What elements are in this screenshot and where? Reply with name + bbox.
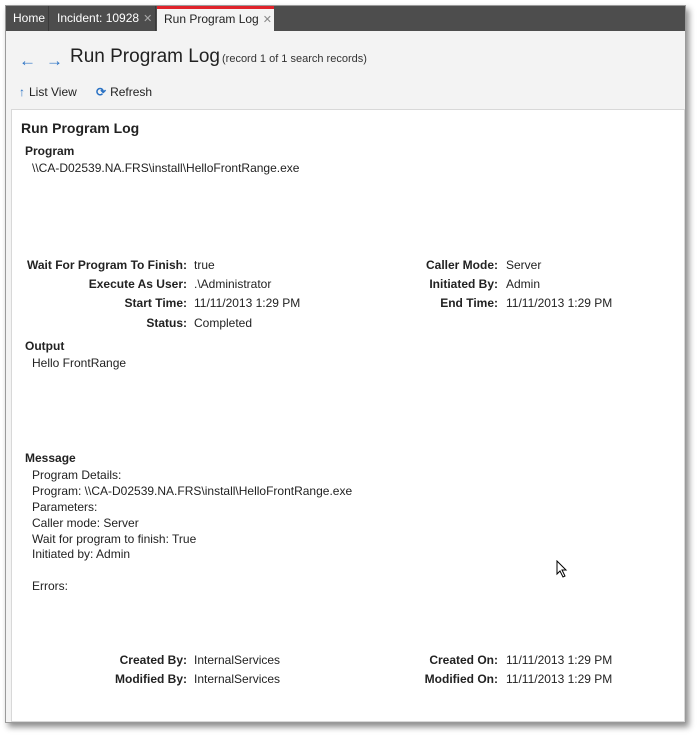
status-value: Completed: [194, 316, 253, 330]
refresh-label: Refresh: [110, 85, 153, 99]
output-value: Hello FrontRange: [32, 356, 127, 370]
execute-as-user-value: .\Administrator: [194, 277, 272, 291]
close-icon[interactable]: ✕: [262, 14, 272, 26]
execute-as-user-label: Execute As User:: [88, 277, 187, 291]
output-label: Output: [25, 339, 65, 353]
modified-on-label: Modified On:: [424, 672, 498, 686]
message-line: Parameters:: [32, 500, 98, 514]
record-info: (record 1 of 1 search records): [222, 53, 367, 65]
modified-by-label: Modified By:: [115, 672, 187, 686]
tab-label: Home: [13, 11, 46, 25]
program-label: Program: [25, 144, 75, 158]
modified-on-value: 11/11/2013 1:29 PM: [506, 672, 613, 686]
message-line: Initiated by: Admin: [32, 547, 131, 561]
message-line: Program Details:: [32, 468, 122, 482]
caller-mode-label: Caller Mode:: [425, 258, 498, 272]
start-time-label: Start Time:: [124, 296, 187, 310]
refresh-icon: ⟳: [96, 85, 107, 99]
wait-for-finish-label: Wait For Program To Finish:: [27, 258, 187, 272]
wait-for-finish-value: true: [194, 258, 215, 272]
created-on-label: Created On:: [429, 653, 498, 667]
tab-incident[interactable]: [50, 6, 156, 31]
message-line: Wait for program to finish: True: [32, 532, 197, 546]
section-title: Run Program Log: [21, 120, 140, 136]
tab-bar: [6, 6, 685, 31]
tab-run-program-log[interactable]: [157, 6, 274, 31]
back-arrow-icon[interactable]: ←: [19, 51, 36, 70]
end-time-value: 11/11/2013 1:29 PM: [506, 296, 613, 310]
forward-arrow-icon[interactable]: →: [46, 51, 63, 70]
tab-label: Run Program Log: [164, 12, 259, 26]
message-line: Caller mode: Server: [32, 516, 139, 530]
message-line: Errors:: [32, 579, 68, 593]
refresh-button[interactable]: [96, 85, 152, 99]
initiated-by-label: Initiated By:: [429, 277, 498, 291]
app-window: [5, 5, 686, 723]
page-header: [6, 31, 685, 109]
created-on-value: 11/11/2013 1:29 PM: [506, 653, 613, 667]
program-value: \\CA-D02539.NA.FRS\install\HelloFrontRange.exe: [32, 161, 300, 175]
arrow-up-icon: ↑: [19, 85, 25, 99]
caller-mode-value: Server: [506, 258, 542, 272]
status-label: Status:: [146, 316, 187, 330]
close-icon[interactable]: ✕: [143, 13, 153, 25]
page-title: Run Program Log: [70, 46, 220, 67]
mouse-cursor-icon: [556, 560, 570, 578]
created-by-label: Created By:: [119, 653, 187, 667]
list-view-label: List View: [29, 85, 77, 99]
tab-label: Incident: 10928: [57, 11, 140, 25]
record-form: [11, 109, 685, 722]
modified-by-value: InternalServices: [194, 672, 281, 686]
message-label: Message: [25, 451, 76, 465]
created-by-value: InternalServices: [194, 653, 281, 667]
message-line: Program: \\CA-D02539.NA.FRS\install\HelloFrontRange.exe: [32, 484, 353, 498]
tab-home[interactable]: [6, 6, 49, 31]
list-view-button[interactable]: [19, 85, 77, 99]
start-time-value: 11/11/2013 1:29 PM: [194, 296, 301, 310]
initiated-by-value: Admin: [506, 277, 541, 291]
end-time-label: End Time:: [440, 296, 498, 310]
